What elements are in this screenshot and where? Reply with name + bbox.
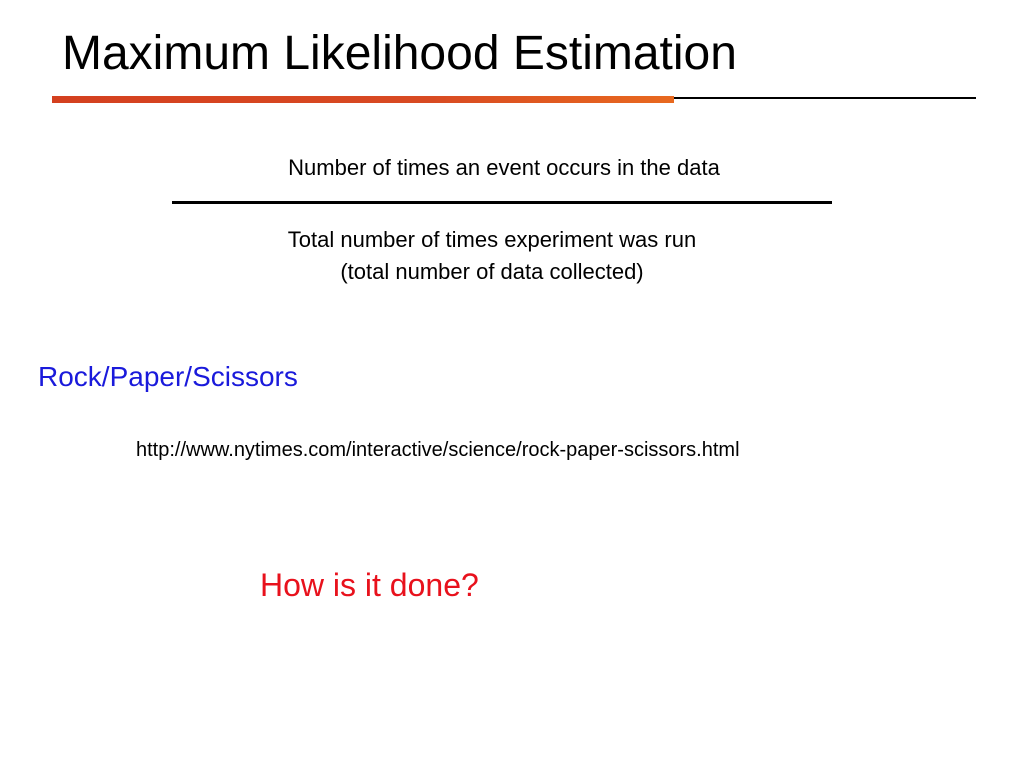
example-link[interactable]: http://www.nytimes.com/interactive/science/rock-paper-scissors.html	[136, 439, 740, 461]
title-underline-accent	[52, 96, 674, 103]
title-underline-line	[674, 97, 976, 99]
title-underline	[52, 94, 976, 104]
denominator-line-2: (total number of data collected)	[340, 259, 644, 284]
mle-fraction	[172, 152, 832, 284]
fraction-denominator	[172, 224, 812, 288]
example-heading: Rock/Paper/Scissors	[38, 361, 298, 392]
question-text: How is it done?	[260, 567, 479, 603]
fraction-numerator: Number of times an event occurs in the data	[288, 155, 720, 180]
fraction-bar	[172, 201, 832, 204]
slide-title: Maximum Likelihood Estimation	[62, 27, 737, 80]
denominator-line-1: Total number of times experiment was run	[287, 227, 697, 252]
